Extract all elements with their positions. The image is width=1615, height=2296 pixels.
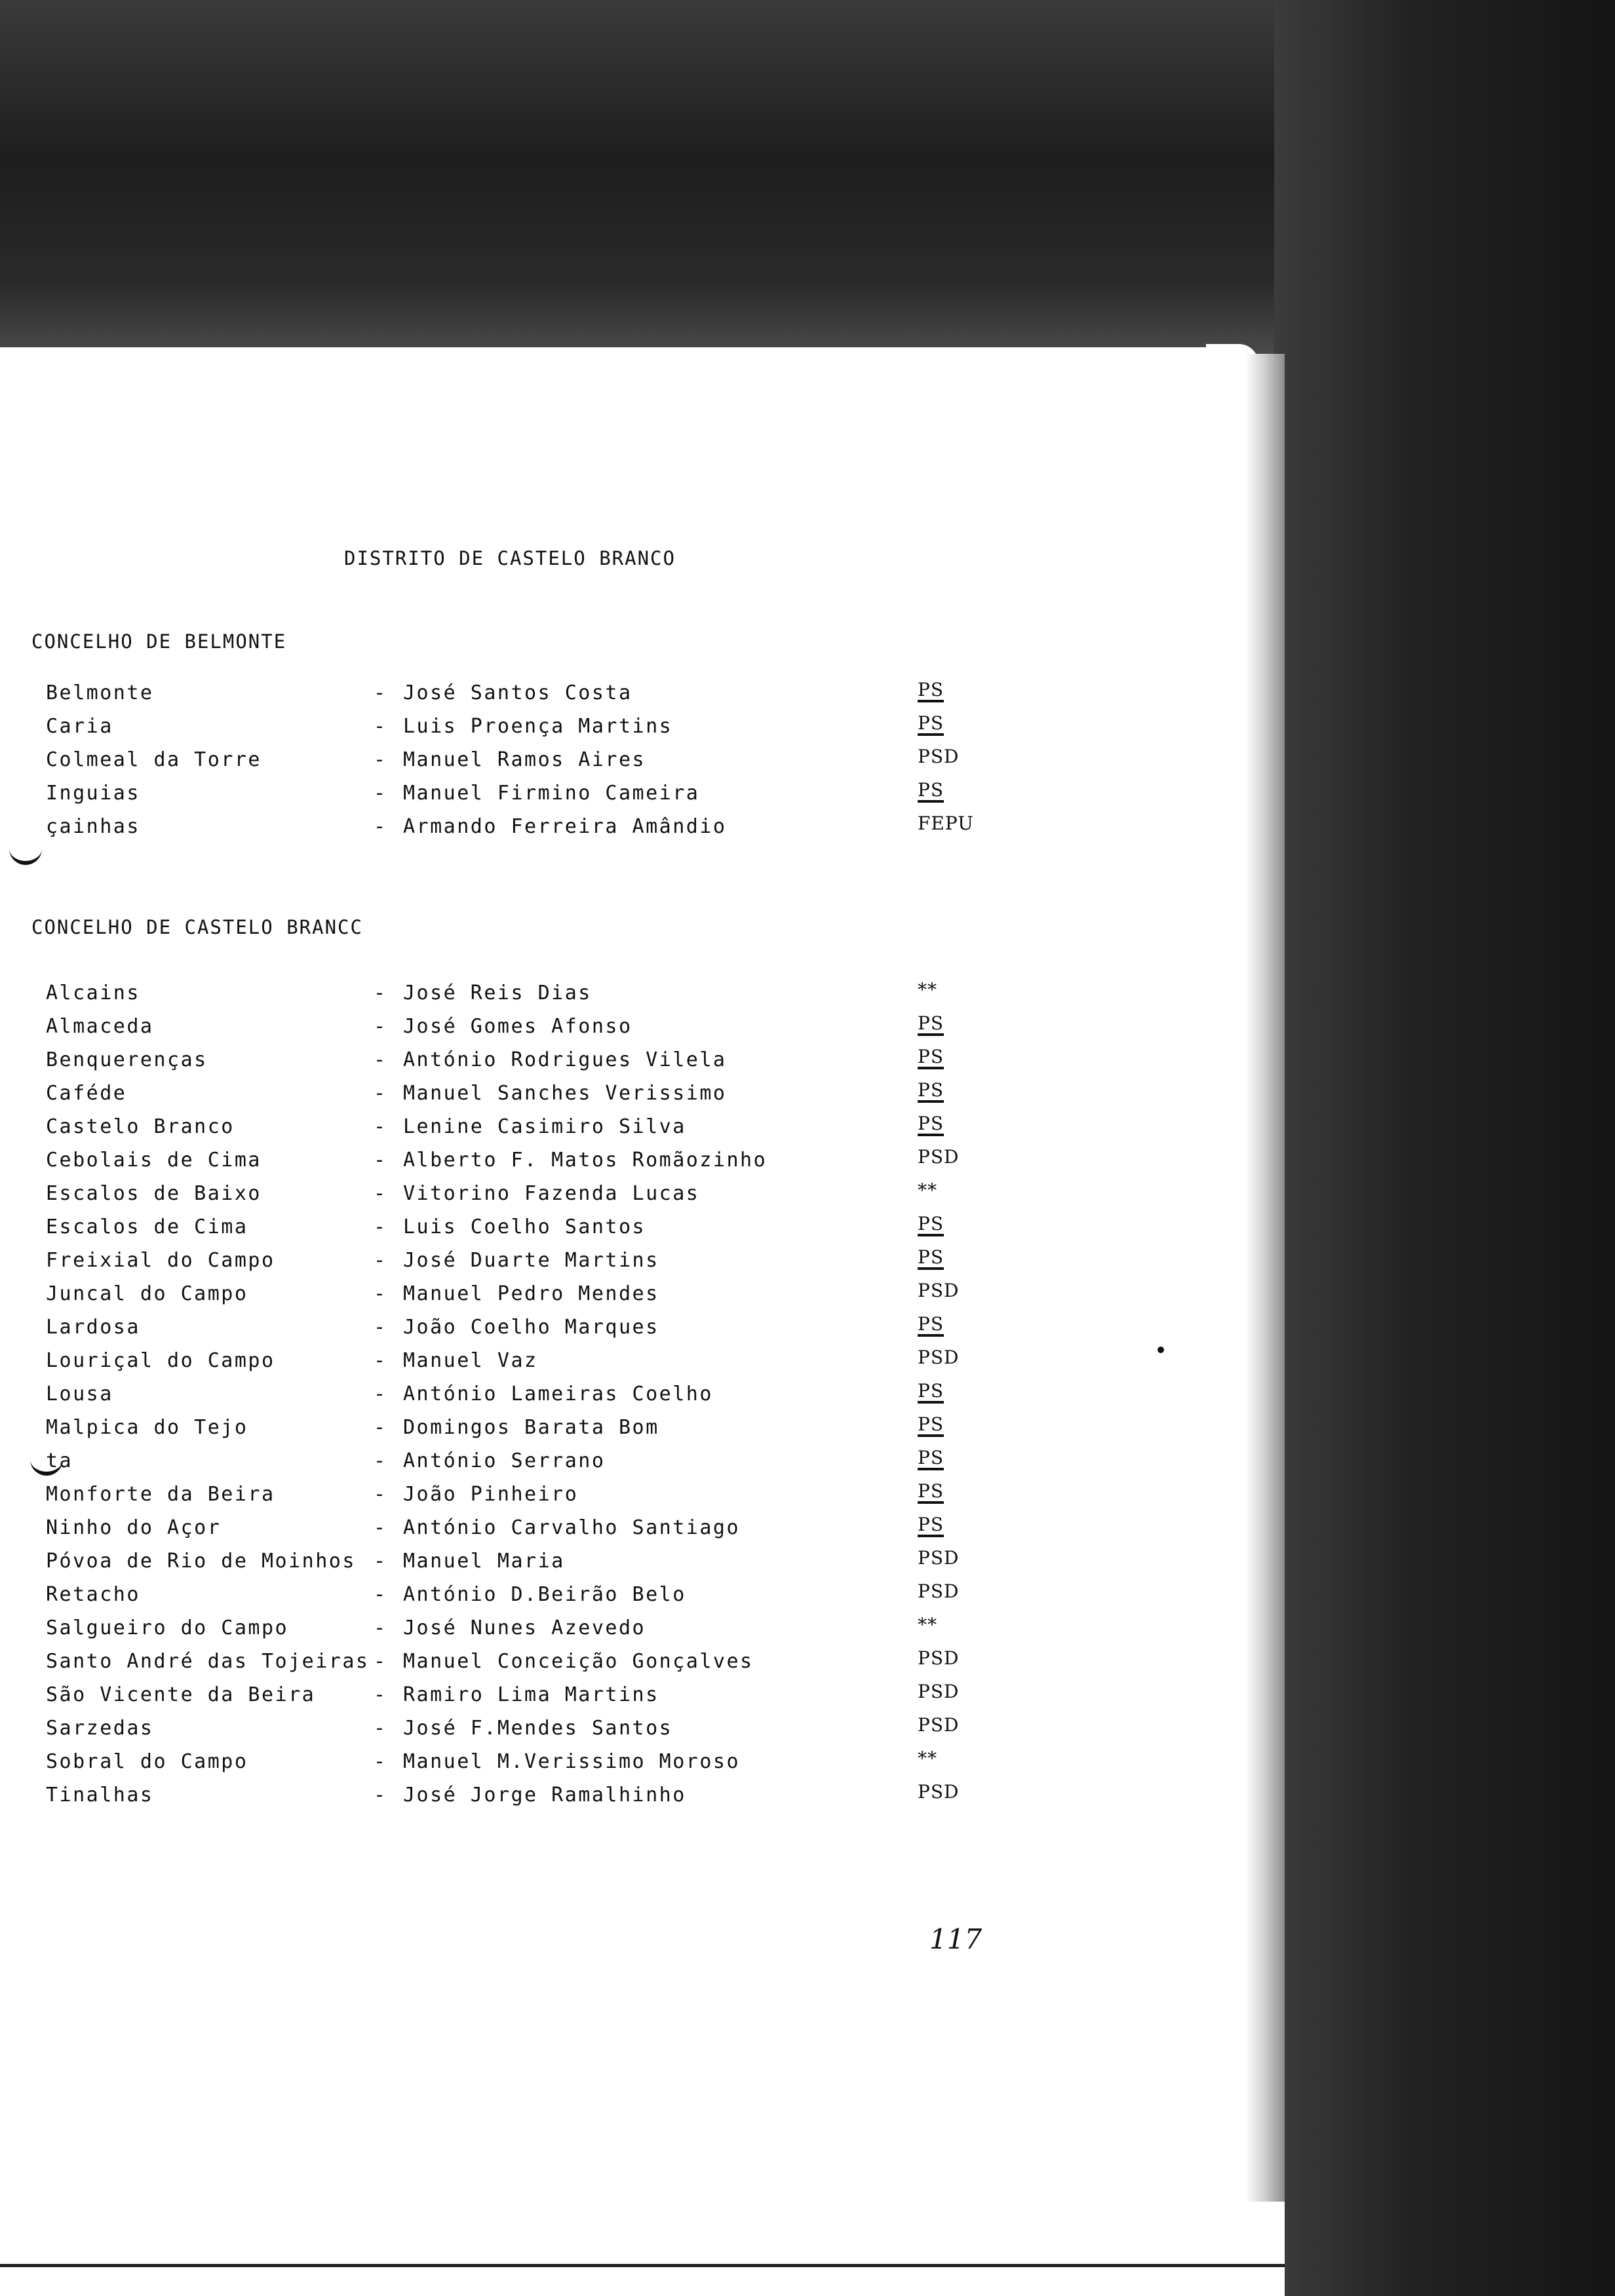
list-item bbox=[46, 1282, 1029, 1316]
person-name: António Rodrigues Vilela bbox=[403, 1048, 727, 1071]
list-item bbox=[46, 1215, 1029, 1249]
person-name: António Lameiras Coelho bbox=[403, 1383, 713, 1406]
place-name: Santo André das Tojeiras bbox=[46, 1650, 370, 1673]
separator-dash: - bbox=[374, 1182, 387, 1205]
list-item bbox=[46, 1380, 1029, 1416]
place-name: çainhas bbox=[46, 815, 140, 838]
person-name: Vitorino Fazenda Lucas bbox=[403, 1182, 700, 1205]
place-name: Caféde bbox=[46, 1082, 127, 1105]
place-name: Ninho do Açor bbox=[46, 1516, 222, 1539]
person-name: Luis Coelho Santos bbox=[403, 1215, 646, 1238]
party-label: PS bbox=[918, 1246, 944, 1268]
separator-dash: - bbox=[374, 1082, 387, 1105]
list-item bbox=[46, 1647, 1029, 1683]
separator-dash: - bbox=[374, 1784, 387, 1807]
separator-dash: - bbox=[374, 1115, 387, 1138]
separator-dash: - bbox=[374, 982, 387, 1004]
party-label: PSD bbox=[918, 1547, 960, 1569]
separator-dash: - bbox=[374, 1516, 387, 1539]
party-label: PS bbox=[918, 1012, 944, 1034]
place-name: Tinalhas bbox=[46, 1784, 154, 1807]
party-label: FEPU bbox=[918, 813, 974, 834]
scan-bottom-line bbox=[0, 2264, 1285, 2267]
separator-dash: - bbox=[374, 681, 387, 704]
place-name: Cebolais de Cima bbox=[46, 1149, 262, 1172]
place-name: Salgueiro do Campo bbox=[46, 1617, 289, 1639]
person-name: José Duarte Martins bbox=[403, 1249, 659, 1272]
page-edge-shadow bbox=[1245, 354, 1285, 2202]
separator-dash: - bbox=[374, 1483, 387, 1506]
list-item bbox=[46, 1115, 1029, 1149]
party-label: PS bbox=[918, 1213, 944, 1234]
separator-dash: - bbox=[374, 1650, 387, 1673]
person-name: Alberto F. Matos Romãozinho bbox=[403, 1149, 768, 1172]
place-name: Escalos de Cima bbox=[46, 1215, 248, 1238]
person-name: Ramiro Lima Martins bbox=[403, 1683, 659, 1706]
person-name: Armando Ferreira Amândio bbox=[403, 815, 727, 838]
separator-dash: - bbox=[374, 1249, 387, 1272]
place-name: Freixial do Campo bbox=[46, 1249, 275, 1272]
list-item bbox=[46, 1349, 1029, 1383]
separator-dash: - bbox=[374, 1149, 387, 1172]
list-item bbox=[46, 1750, 1029, 1784]
place-name: Louriçal do Campo bbox=[46, 1349, 275, 1372]
page-bottom-margin bbox=[0, 2202, 1285, 2296]
separator-dash: - bbox=[374, 1048, 387, 1071]
list-item bbox=[46, 979, 1029, 1015]
person-name: Luis Proença Martins bbox=[403, 715, 673, 738]
party-label: PSD bbox=[918, 1580, 960, 1602]
separator-dash: - bbox=[374, 815, 387, 838]
place-name: Inguias bbox=[46, 782, 140, 805]
list-item bbox=[46, 815, 1029, 849]
place-name: Benquerenças bbox=[46, 1048, 208, 1071]
person-name: Lenine Casimiro Silva bbox=[403, 1115, 686, 1138]
party-label: PSD bbox=[918, 1681, 960, 1702]
castelo-branco-list bbox=[46, 979, 1029, 1817]
list-item bbox=[46, 1179, 1029, 1215]
separator-dash: - bbox=[374, 748, 387, 771]
separator-dash: - bbox=[374, 1550, 387, 1573]
separator-dash: - bbox=[374, 1349, 387, 1372]
person-name: António Carvalho Santiago bbox=[403, 1516, 741, 1539]
list-item bbox=[46, 1683, 1029, 1717]
list-item bbox=[46, 1246, 1029, 1282]
separator-dash: - bbox=[374, 1683, 387, 1706]
place-name: Sarzedas bbox=[46, 1717, 154, 1740]
party-label: PS bbox=[918, 1413, 944, 1435]
separator-dash: - bbox=[374, 1416, 387, 1439]
person-name: José F.Mendes Santos bbox=[403, 1717, 673, 1740]
place-name: Castelo Branco bbox=[46, 1115, 235, 1138]
list-item bbox=[46, 1146, 1029, 1182]
list-item bbox=[46, 1413, 1029, 1449]
person-name: Manuel Vaz bbox=[403, 1349, 538, 1372]
party-label: PS bbox=[918, 1380, 944, 1402]
list-item bbox=[46, 1781, 1029, 1817]
list-item bbox=[46, 1012, 1029, 1048]
person-name: António D.Beirão Belo bbox=[403, 1583, 686, 1606]
list-item bbox=[46, 1714, 1029, 1750]
separator-dash: - bbox=[374, 715, 387, 738]
person-name: Manuel Sanches Verissimo bbox=[403, 1082, 727, 1105]
belmonte-list bbox=[46, 681, 1029, 849]
list-item bbox=[46, 748, 1029, 782]
party-label: PSD bbox=[918, 1647, 960, 1669]
separator-dash: - bbox=[374, 1617, 387, 1639]
place-name: ta bbox=[46, 1449, 73, 1472]
ink-dot bbox=[1158, 1347, 1164, 1353]
document-title: DISTRITO DE CASTELO BRANCO bbox=[344, 547, 676, 569]
person-name: João Pinheiro bbox=[403, 1483, 579, 1506]
list-item bbox=[46, 1614, 1029, 1650]
section-heading-castelo-branco: CONCELHO DE CASTELO BRANCC bbox=[31, 916, 363, 938]
party-label: PSD bbox=[918, 1146, 960, 1168]
place-name: Alcains bbox=[46, 982, 140, 1004]
party-label: PS bbox=[918, 1447, 944, 1468]
person-name: José Nunes Azevedo bbox=[403, 1617, 646, 1639]
party-label: PS bbox=[918, 1313, 944, 1335]
place-name: Escalos de Baixo bbox=[46, 1182, 262, 1205]
party-label: PS bbox=[918, 712, 944, 734]
person-name: António Serrano bbox=[403, 1449, 606, 1472]
person-name: Manuel Conceição Gonçalves bbox=[403, 1650, 754, 1673]
separator-dash: - bbox=[374, 1449, 387, 1472]
person-name: Manuel Firmino Cameira bbox=[403, 782, 700, 805]
party-label: ** bbox=[918, 1614, 937, 1636]
place-name: Juncal do Campo bbox=[46, 1282, 248, 1305]
list-item bbox=[46, 1547, 1029, 1583]
list-item bbox=[46, 1516, 1029, 1550]
separator-dash: - bbox=[374, 1750, 387, 1773]
scan-shadow-right bbox=[1274, 0, 1615, 2296]
separator-dash: - bbox=[374, 1015, 387, 1038]
place-name: Lousa bbox=[46, 1383, 113, 1406]
person-name: Manuel Pedro Mendes bbox=[403, 1282, 659, 1305]
list-item bbox=[46, 1079, 1029, 1115]
list-item bbox=[46, 681, 1029, 715]
party-label: PSD bbox=[918, 1280, 960, 1301]
separator-dash: - bbox=[374, 782, 387, 805]
place-name: Póvoa de Rio de Moinhos bbox=[46, 1550, 356, 1573]
person-name: Domingos Barata Bom bbox=[403, 1416, 659, 1439]
separator-dash: - bbox=[374, 1583, 387, 1606]
place-name: Colmeal da Torre bbox=[46, 748, 262, 771]
place-name: Malpica do Tejo bbox=[46, 1416, 248, 1439]
place-name: Lardosa bbox=[46, 1316, 140, 1339]
person-name: Manuel Ramos Aires bbox=[403, 748, 646, 771]
person-name: José Santos Costa bbox=[403, 681, 632, 704]
list-item bbox=[46, 1480, 1029, 1516]
party-label: PS bbox=[918, 1113, 944, 1134]
party-label: PS bbox=[918, 1480, 944, 1502]
place-name: Caria bbox=[46, 715, 113, 738]
party-label: PS bbox=[918, 1514, 944, 1535]
person-name: José Jorge Ramalhinho bbox=[403, 1784, 686, 1807]
list-item bbox=[46, 779, 1029, 815]
list-item bbox=[46, 1313, 1029, 1349]
page-number: 117 bbox=[929, 1923, 983, 1955]
separator-dash: - bbox=[374, 1316, 387, 1339]
list-item bbox=[46, 1048, 1029, 1082]
place-name: Retacho bbox=[46, 1583, 140, 1606]
party-label: ** bbox=[918, 1748, 937, 1769]
person-name: José Gomes Afonso bbox=[403, 1015, 632, 1038]
place-name: Belmonte bbox=[46, 681, 154, 704]
person-name: João Coelho Marques bbox=[403, 1316, 659, 1339]
place-name: Almaceda bbox=[46, 1015, 154, 1038]
party-label: ** bbox=[918, 979, 937, 1001]
person-name: Manuel M.Verissimo Moroso bbox=[403, 1750, 741, 1773]
party-label: PSD bbox=[918, 1781, 960, 1803]
party-label: PS bbox=[918, 679, 944, 700]
person-name: José Reis Dias bbox=[403, 982, 592, 1004]
place-name: Monforte da Beira bbox=[46, 1483, 275, 1506]
party-label: PS bbox=[918, 779, 944, 801]
list-item bbox=[46, 712, 1029, 748]
party-label: PS bbox=[918, 1046, 944, 1067]
list-item bbox=[46, 1449, 1029, 1483]
separator-dash: - bbox=[374, 1215, 387, 1238]
separator-dash: - bbox=[374, 1383, 387, 1406]
list-item bbox=[46, 1580, 1029, 1617]
separator-dash: - bbox=[374, 1282, 387, 1305]
party-label: PSD bbox=[918, 746, 960, 767]
separator-dash: - bbox=[374, 1717, 387, 1740]
party-label: PSD bbox=[918, 1347, 960, 1368]
place-name: Sobral do Campo bbox=[46, 1750, 248, 1773]
party-label: ** bbox=[918, 1179, 937, 1201]
section-heading-belmonte: CONCELHO DE BELMONTE bbox=[31, 630, 287, 653]
party-label: PS bbox=[918, 1079, 944, 1101]
place-name: São Vicente da Beira bbox=[46, 1683, 316, 1706]
person-name: Manuel Maria bbox=[403, 1550, 565, 1573]
party-label: PSD bbox=[918, 1714, 960, 1736]
